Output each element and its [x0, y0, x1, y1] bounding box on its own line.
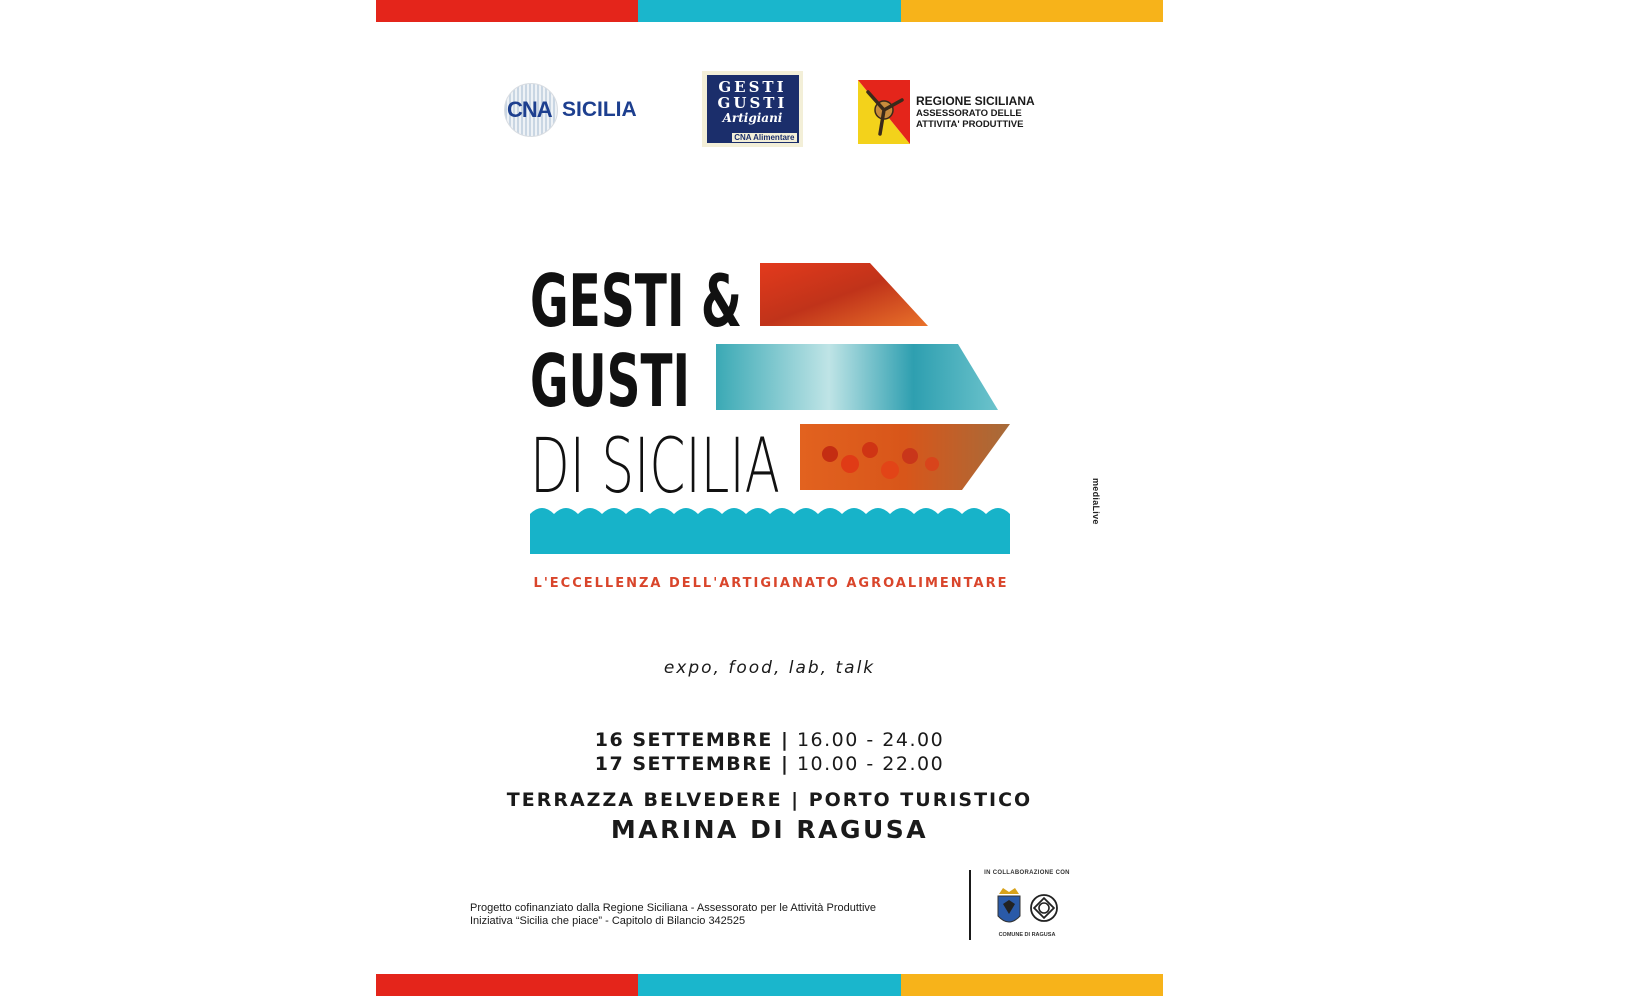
vertical-divider [969, 870, 971, 940]
ragusa-coat-of-arms-icon [995, 886, 1023, 930]
collab-label: IN COLLABORAZIONE CON [984, 870, 1070, 876]
sail-top-image [760, 263, 928, 326]
collaboration-block [984, 870, 1070, 938]
venue: TERRAZZA BELVEDERE | PORTO TURISTICO [506, 789, 1033, 811]
title-line2: GUSTI [530, 339, 690, 423]
top-color-stripe [376, 0, 1163, 22]
main-title-graphic [530, 258, 1012, 558]
cna-emblem-icon: CNA [504, 83, 558, 137]
tagline: L'ECCELLENZA DELL'ARTIGIANATO AGROALIMENTARE [533, 576, 1009, 591]
city: MARINA DI RAGUSA [610, 815, 929, 844]
regione-title: REGIONE SICILIANA [916, 94, 1035, 108]
gg-logo-line2: GUSTI [717, 94, 788, 112]
unesco-heritage-icon [1029, 893, 1059, 923]
regione-siciliana-logo [858, 78, 1058, 146]
date-row: 16 SETTEMBRE | 16.00 - 24.00 [594, 729, 945, 751]
date-row: 17 SETTEMBRE | 10.00 - 22.00 [594, 753, 945, 775]
sail-middle-image [716, 344, 998, 410]
title-line1: GESTI & [530, 259, 742, 343]
gesti-gusti-artigiani-logo [702, 71, 803, 147]
regione-subtitle-2: ATTIVITA' PRODUTTIVE [916, 119, 1024, 130]
wave-band [530, 508, 1010, 554]
gg-logo-line1: GESTI [718, 78, 787, 96]
event-poster [376, 0, 1163, 1000]
bottom-color-stripe [376, 974, 1163, 996]
cna-alimentare-badge: CNA Alimentare [734, 133, 795, 142]
event-subtitle: expo, food, lab, talk [663, 658, 876, 678]
gg-logo-line3: Artigiani [722, 111, 783, 125]
title-line3: DI SICILIA [530, 421, 780, 510]
cna-logo-text: SICILIA [562, 98, 637, 121]
collab-caption: COMUNE DI RAGUSA [998, 932, 1056, 938]
funding-note: Progetto cofinanziato dalla Regione Siciliana - Assessorato per le Attività Produttive Iniziativa “Sicilia che piace” - Capitolo di Bilancio 342525 [470, 902, 877, 927]
trinacria-shield-icon [858, 80, 910, 144]
designer-credit: mediaLive [1091, 478, 1101, 525]
regione-subtitle-1: ASSESSORATO DELLE [916, 108, 1022, 119]
cna-sicilia-logo [504, 82, 652, 138]
event-dates [376, 728, 1163, 776]
